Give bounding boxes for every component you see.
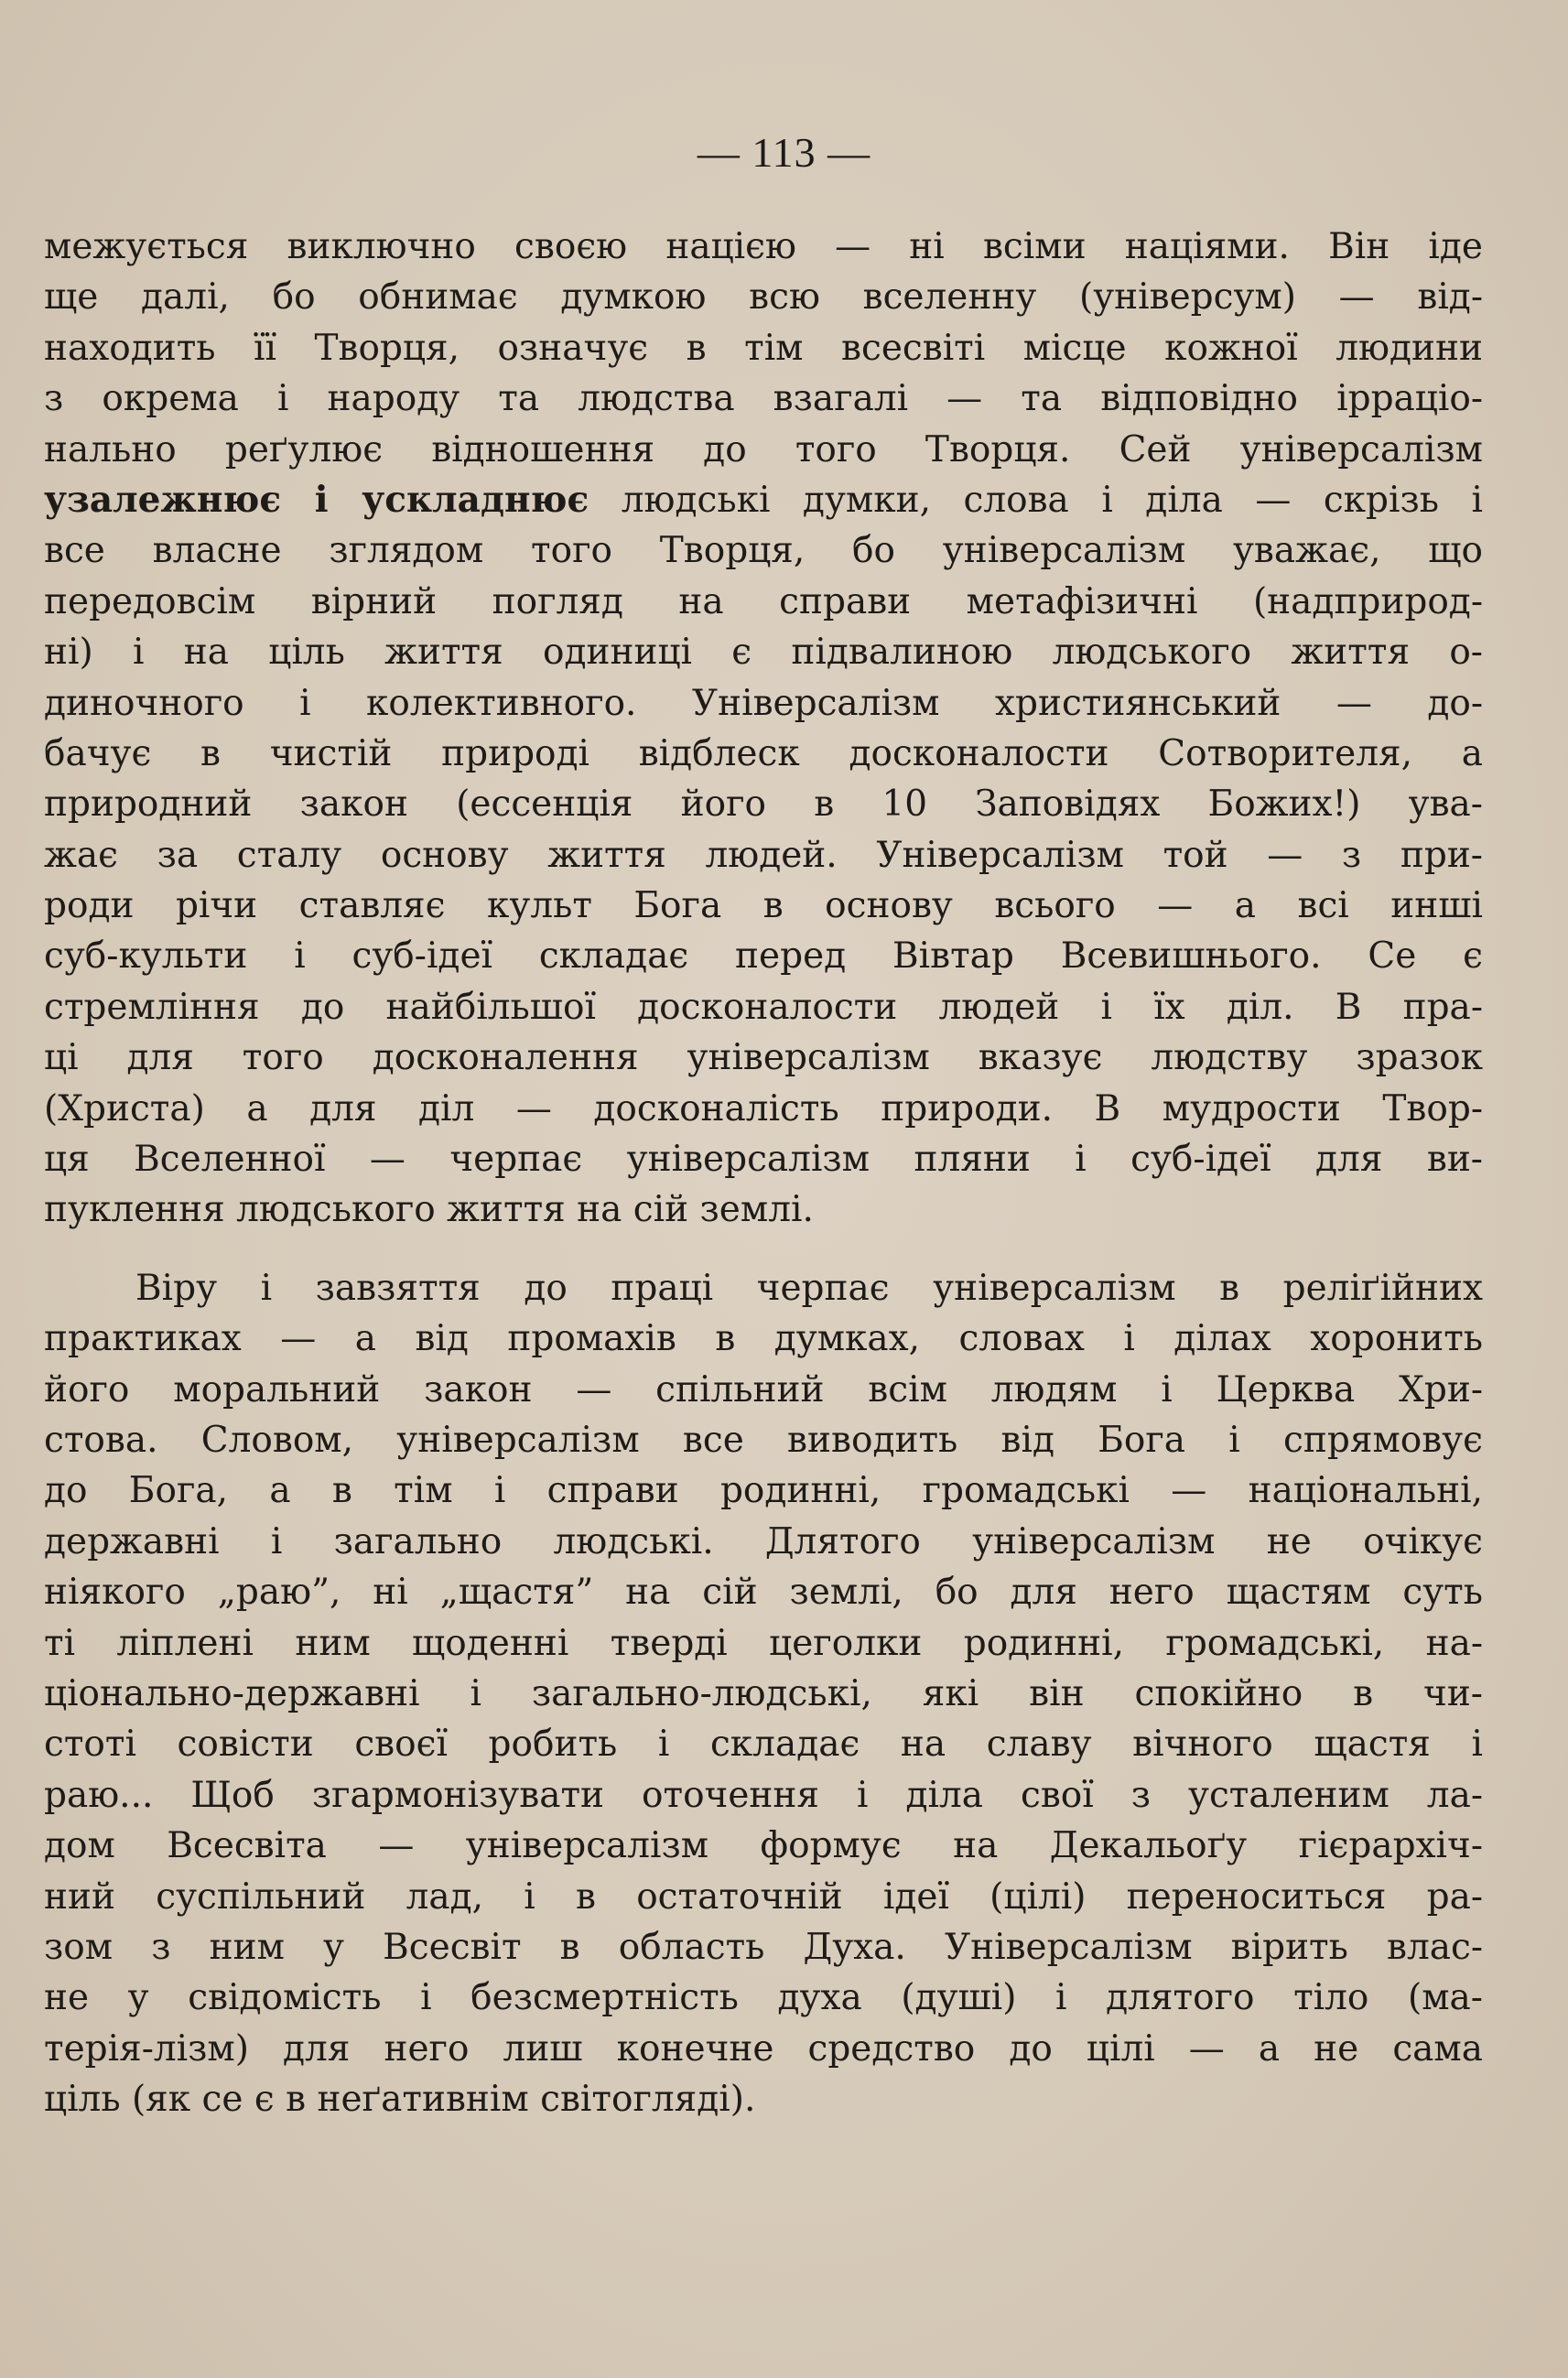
text-line: стоті совісти своєї робить і складає на славу вічного щастя і	[44, 1724, 1483, 1766]
bold-phrase: узалежнює і ускладнює	[44, 478, 589, 521]
text-line: ця Вселенної — черпає універсалізм пляни і суб-ідеї для ви-	[44, 1139, 1483, 1181]
text-line: роди річи ставляє культ Бога в основу всього — а всі инші	[44, 885, 1483, 927]
text-line: ний суспільний лад, і в остаточній ідеї (цілі) переноситься ра-	[44, 1875, 1483, 1918]
text-line: практиках — а від промахів в думках, словах і ділах хоронить	[44, 1318, 1483, 1360]
text-line: пуклення людського життя на сій землі.	[44, 1189, 814, 1231]
text-line: ті ліплені ним щоденні тверді цеголки родинні, громадські, на-	[44, 1622, 1483, 1664]
text-line: раю... Щоб згармонізувати оточення і діла свої з усталеним ла-	[44, 1774, 1483, 1816]
text-line-rest: людські думки, слова і діла — скрізь і	[621, 479, 1483, 521]
text-line: ніякого „раю”, ні „щастя” на сій землі, бо для него щастям суть	[44, 1572, 1483, 1614]
text-line: суб-культи і суб-ідеї складає перед Вівтар Всевишнього. Се є	[44, 935, 1483, 978]
text-line: стремління до найбільшої досконалости людей і їх діл. В пра-	[44, 986, 1483, 1028]
paragraph-1	[44, 222, 1483, 1236]
text-line: (Христа) а для діл — досконалість природи. В мудрости Твор-	[44, 1087, 1483, 1130]
text-line: з окрема і народу та людства взагалі — та відповідно ірраціо-	[44, 378, 1483, 420]
text-line: ні) і на ціль життя одиниці є підвалиною людського життя о-	[44, 632, 1483, 674]
text-line: находить її Творця, означує в тім всесвіті місце кожної людини	[44, 327, 1483, 369]
text-line: ці для того досконалення універсалізм вказує людству зразок	[44, 1037, 1483, 1079]
text-line: бачує в чистій природі відблеск досконалости Сотворителя, а	[44, 732, 1483, 774]
text-line: межується виключно своєю нацією — ні всіми націями. Він іде	[44, 226, 1483, 267]
text-line: ціль (як се є в неґативнім світогляді).	[44, 2079, 756, 2121]
text-line: все власне зглядом того Творця, бо універсалізм уважає, що	[44, 530, 1483, 572]
body-text	[44, 222, 1483, 2124]
text-line: диночного і колективного. Універсалізм християнський — до-	[44, 682, 1483, 724]
text-line: жає за сталу основу життя людей. Універсалізм той — з при-	[44, 834, 1483, 876]
paragraph-gap	[44, 1236, 1483, 1263]
text-line: дом Всесвіта — універсалізм формує на Декальоґу гієрархіч-	[44, 1825, 1483, 1867]
text-line: до Бога, а в тім і справи родинні, громадські — національні,	[44, 1470, 1483, 1512]
text-line: Віру і завзяття до праці черпає універсалізм в реліґійних	[135, 1267, 1483, 1309]
text-line: не у свідомість і безсмертність духа (душі) і длятого тіло (ма-	[44, 1977, 1483, 2019]
text-line: нально реґулює відношення до того Творця. Сей універсалізм	[44, 428, 1483, 470]
text-line: державні і загально людські. Длятого універсалізм не очікує	[44, 1520, 1483, 1562]
text-line: передовсім вірний погляд на справи метафізичні (надприрод-	[44, 580, 1483, 622]
text-line: природний закон (ессенція його в 10 Заповідях Божих!) ува-	[44, 784, 1483, 826]
text-line: зом з ним у Всесвіт в область Духа. Універсалізм вірить влас-	[44, 1926, 1483, 1968]
text-line: терія-лізм) для него лиш конечне средство до цілі — а не сама	[44, 2027, 1483, 2070]
text-line: ціонально-державні і загально-людські, які він спокійно в чи-	[44, 1672, 1483, 1714]
page-number: — 113 —	[697, 129, 871, 176]
text-line: ще далі, бо обнимає думкою всю вселенну (універсум) — від-	[44, 276, 1483, 319]
text-line-with-bold	[44, 475, 1483, 525]
paragraph-2	[44, 1263, 1483, 2125]
text-line: стова. Словом, універсалізм все виводить від Бога і спрямовує	[44, 1419, 1483, 1461]
text-line: його моральний закон — спільний всім людям і Церква Хри-	[44, 1368, 1483, 1411]
